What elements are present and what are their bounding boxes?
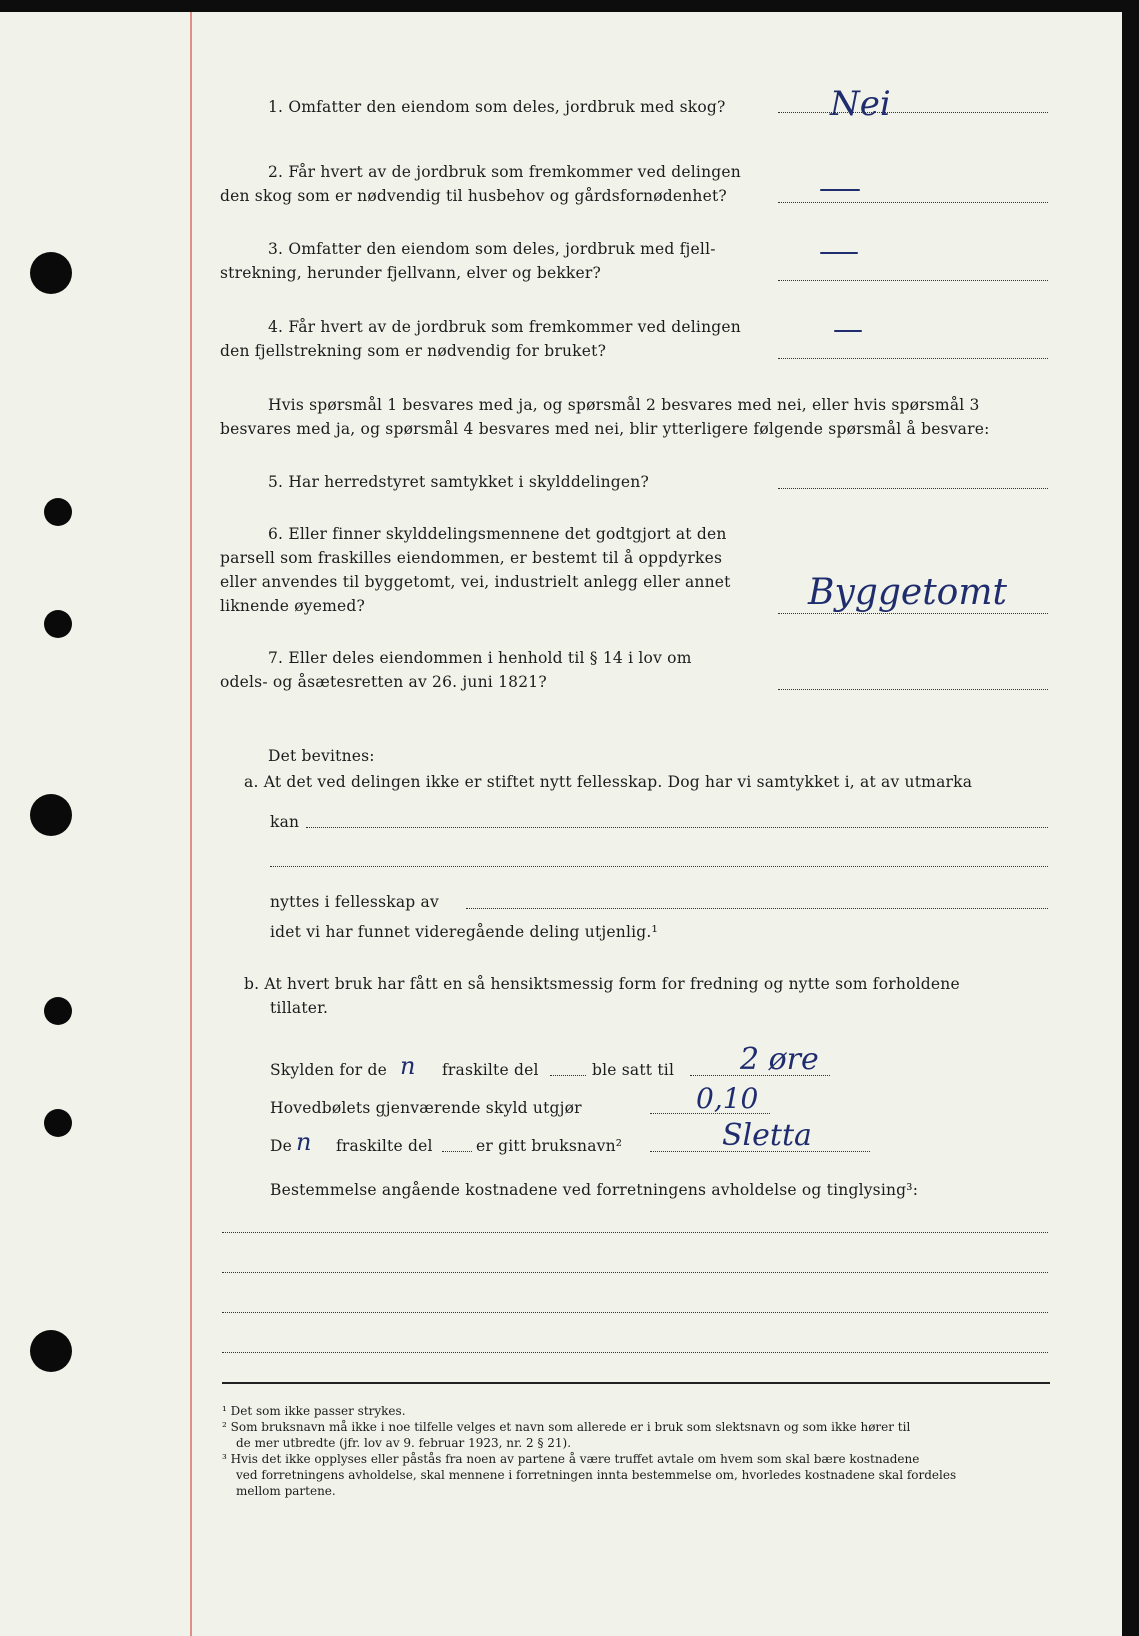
bevitnes-b-line-1: b. At hvert bruk har fått en så hensiktsmessig form for fredning og nytte som forholdene: [244, 975, 960, 993]
question-3-line-1: 3. Omfatter den eiendom som deles, jordbruk med fjell-: [268, 240, 716, 258]
punch-hole: [44, 498, 72, 526]
bruksnavn-dots: [442, 1151, 472, 1152]
hovedbol-value: 0,10: [696, 1082, 759, 1115]
instruction-line-1: Hvis spørsmål 1 besvares med ja, og spørsmål 2 besvares med nei, eller hvis spørsmål 3: [268, 396, 980, 414]
footnote-2-line-1: ² Som bruksnavn må ikke i noe tilfelle velges et navn som allerede er i bruk som slektsnavn og som ikke hører til: [222, 1420, 911, 1434]
kan-line-2[interactable]: [270, 866, 1048, 867]
question-7-line-1: 7. Eller deles eiendommen i henhold til § 14 i lov om: [268, 649, 692, 667]
kostnader-line-4[interactable]: [222, 1352, 1048, 1353]
answer-4-dash: [834, 330, 862, 332]
skylden-dots-1: [550, 1075, 586, 1076]
question-2-line-1: 2. Får hvert av de jordbruk som fremkommer ved delingen: [268, 163, 741, 181]
hovedbol-label: Hovedbølets gjenværende skyld utgjør: [270, 1099, 582, 1117]
question-4-line-2: den fjellstrekning som er nødvendig for bruket?: [220, 342, 607, 360]
question-7-line-2: odels- og åsætesretten av 26. juni 1821?: [220, 673, 547, 691]
bevitnes-heading: Det bevitnes:: [268, 747, 375, 765]
footnote-3-line-1: ³ Hvis det ikke opplyses eller påstås fra noen av partene å være truffet avtale om hvem som skal bære kostnadene: [222, 1452, 920, 1466]
skylden-label-b: fraskilte del: [442, 1061, 539, 1079]
skylden-hw: n: [400, 1052, 416, 1080]
bevitnes-a: a. At det ved delingen ikke er stiftet nytt fellesskap. Dog har vi samtykket i, at av utmarka: [244, 773, 973, 791]
punch-hole: [30, 252, 72, 294]
skylden-label-c: ble satt til: [592, 1061, 675, 1079]
punch-hole: [30, 1330, 72, 1372]
bruksnavn-label-a: De: [270, 1137, 293, 1155]
question-6-line-3: eller anvendes til byggetomt, vei, industrielt anlegg eller annet: [220, 573, 731, 591]
footnote-3-line-3: mellom partene.: [236, 1484, 336, 1498]
skylden-value: 2 øre: [740, 1042, 819, 1077]
answer-2-dash: [820, 189, 860, 191]
instruction-line-2: besvares med ja, og spørsmål 4 besvares med nei, blir ytterligere følgende spørsmål å besvare:: [220, 420, 990, 438]
form-page: [0, 12, 1122, 1636]
question-5: 5. Har herredstyret samtykket i skylddelingen?: [268, 473, 649, 491]
footnote-3-line-2: ved forretningens avholdelse, skal mennene i forretningen innta bestemmelse om, hvorledes kostnadene skal fordeles: [236, 1468, 957, 1482]
kostnader-line-1[interactable]: [222, 1232, 1048, 1233]
punch-hole: [44, 997, 72, 1025]
bruksnavn-label-b: fraskilte del: [336, 1137, 433, 1155]
skylden-label-a: Skylden for de: [270, 1061, 388, 1079]
punch-hole: [44, 1109, 72, 1137]
answer-line-2[interactable]: [778, 202, 1048, 203]
answer-line-1[interactable]: [778, 112, 1048, 113]
answer-line-6[interactable]: [778, 613, 1048, 614]
answer-6: Byggetomt: [808, 572, 1007, 613]
bevitnes-b-line-2: tillater.: [270, 999, 329, 1017]
kostnader-label: Bestemmelse angående kostnadene ved forretningens avholdelse og tinglysing³:: [270, 1181, 919, 1199]
question-6-line-1: 6. Eller finner skylddelingsmennene det godtgjort at den: [268, 525, 727, 543]
kan-line[interactable]: [306, 827, 1048, 828]
answer-line-5[interactable]: [778, 488, 1048, 489]
answer-line-4[interactable]: [778, 358, 1048, 359]
bevitnes-idet: idet vi har funnet videregående deling utjenlig.¹: [270, 923, 658, 941]
answer-line-7[interactable]: [778, 689, 1048, 690]
bruksnavn-hw: n: [296, 1128, 312, 1156]
nyttes-line[interactable]: [466, 908, 1048, 909]
bevitnes-nyttes: nyttes i fellesskap av: [270, 893, 439, 911]
question-3-line-2: strekning, herunder fjellvann, elver og bekker?: [220, 264, 602, 282]
margin-line: [190, 12, 192, 1636]
footnote-2-line-2: de mer utbredte (jfr. lov av 9. februar 1923, nr. 2 § 21).: [236, 1436, 572, 1450]
answer-3-dash: [820, 252, 858, 254]
question-2-line-2: den skog som er nødvendig til husbehov og gårdsfornødenhet?: [220, 187, 727, 205]
punch-hole: [30, 794, 72, 836]
answer-line-3[interactable]: [778, 280, 1048, 281]
kostnader-line-2[interactable]: [222, 1272, 1048, 1273]
question-4-line-1: 4. Får hvert av de jordbruk som fremkommer ved delingen: [268, 318, 741, 336]
question-1: 1. Omfatter den eiendom som deles, jordbruk med skog?: [268, 98, 726, 116]
question-6-line-4: liknende øyemed?: [220, 597, 366, 615]
bruksnavn-label-c: er gitt bruksnavn²: [476, 1137, 623, 1155]
kostnader-line-3[interactable]: [222, 1312, 1048, 1313]
footnote-1: ¹ Det som ikke passer strykes.: [222, 1404, 406, 1418]
question-6-line-2: parsell som fraskilles eiendommen, er bestemt til å oppdyrkes: [220, 549, 723, 567]
footnote-rule: [222, 1382, 1050, 1384]
answer-1: Nei: [830, 84, 891, 124]
bruksnavn-value: Sletta: [722, 1118, 812, 1153]
bevitnes-kan: kan: [270, 813, 300, 831]
punch-hole: [44, 610, 72, 638]
